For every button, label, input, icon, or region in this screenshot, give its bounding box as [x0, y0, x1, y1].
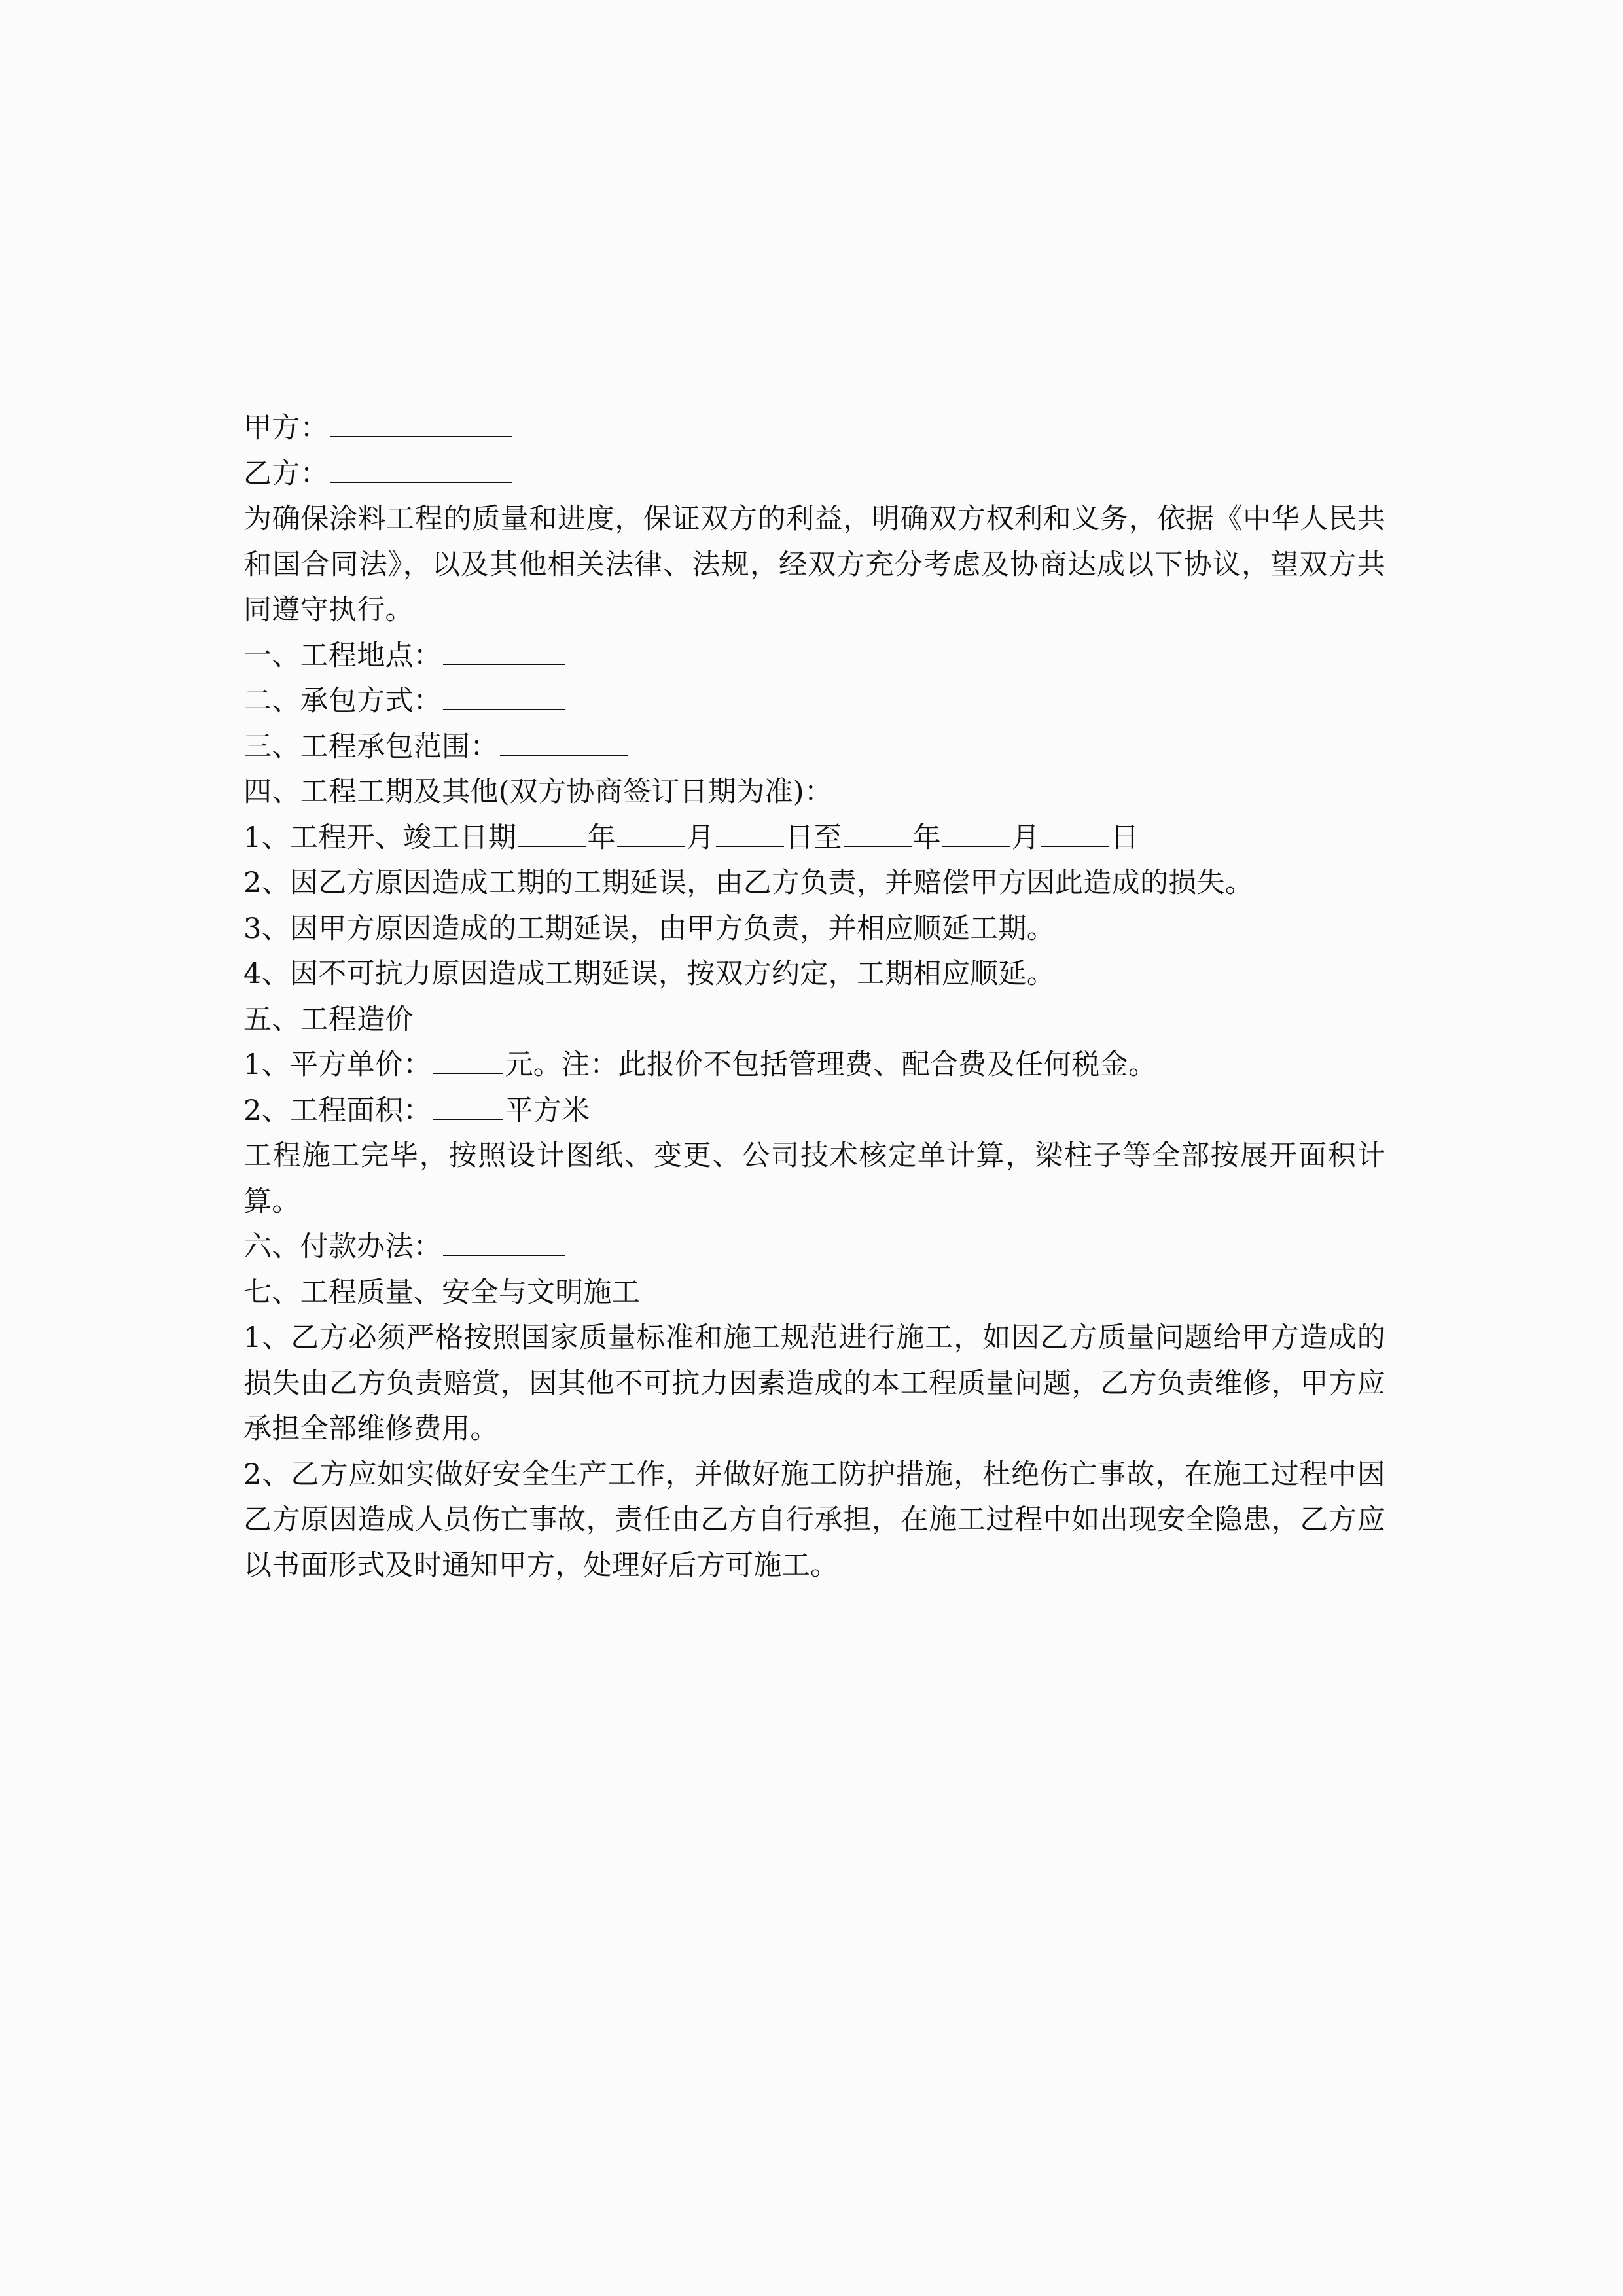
- section-4-item-4: 4、因不可抗力原因造成工期延误，按双方约定，工期相应顺延。: [243, 958, 1056, 990]
- section-2-label: 二、承包方式：: [243, 685, 442, 717]
- end-year-blank[interactable]: [844, 819, 912, 847]
- start-day-blank[interactable]: [716, 819, 784, 847]
- party-b-line: [243, 452, 1385, 497]
- section-7-item-2: 2、乙方应如实做好安全生产工作，并做好施工防护措施，杜绝伤亡事故，在施工过程中因乙方原因造成人员伤亡事故，责任由乙方自行承担，在施工过程中如出现安全隐患，乙方应以书面形式及时通知甲方，处理好后方可施工。: [243, 1458, 1385, 1582]
- section-5-item-2: [243, 1088, 1385, 1134]
- section-3-line: [243, 725, 1385, 770]
- section-6-label: 六、付款办法：: [243, 1230, 442, 1263]
- section-1-line: [243, 634, 1385, 679]
- section-5-item-1: [243, 1043, 1385, 1088]
- end-day-blank[interactable]: [1041, 819, 1109, 847]
- unit-price-note: 元。注：此报价不包括管理费、配合费及任何税金。: [505, 1049, 1157, 1081]
- end-month-unit: 月: [1011, 821, 1041, 854]
- start-month-blank[interactable]: [617, 819, 685, 847]
- section-1-blank[interactable]: [443, 637, 565, 665]
- section-4-item-2: 2、因乙方原因造成工期的工期延误，由乙方负责，并赔偿甲方因此造成的损失。: [243, 867, 1254, 899]
- section-6-blank[interactable]: [443, 1229, 565, 1256]
- preamble-paragraph: 为确保涂料工程的质量和进度，保证双方的利益，明确双方权利和义务，依据《中华人民共和国合同法》，以及其他相关法律、法规，经双方充分考虑及协商达成以下协议，望双方共同遵守执行。: [243, 503, 1385, 626]
- party-b-label: 乙方：: [243, 457, 329, 490]
- sec4-item1-text: 1、工程开、竣工日期: [243, 821, 517, 854]
- party-b-blank[interactable]: [330, 456, 512, 483]
- section-5-paragraph: 工程施工完毕，按照设计图纸、变更、公司技术核定单计算，梁柱子等全部按展开面积计算。: [243, 1139, 1385, 1218]
- end-year-unit: 年: [912, 821, 941, 854]
- area-blank[interactable]: [433, 1092, 503, 1120]
- end-month-blank[interactable]: [942, 819, 1010, 847]
- section-4-item-3: 3、因甲方原因造成的工期延误，由甲方负责，并相应顺延工期。: [243, 912, 1056, 945]
- unit-price-blank[interactable]: [433, 1047, 503, 1074]
- start-year-unit: 年: [587, 821, 616, 854]
- party-a-label: 甲方：: [243, 412, 329, 444]
- start-day-unit: 日至: [785, 821, 842, 854]
- section-1-label: 一、工程地点：: [243, 639, 442, 672]
- party-a-blank[interactable]: [330, 410, 512, 437]
- section-5-heading: 五、工程造价: [243, 1003, 414, 1036]
- start-month-unit: 月: [686, 821, 715, 854]
- area-unit: 平方米: [505, 1094, 590, 1127]
- section-7-heading: 七、工程质量、安全与文明施工: [243, 1276, 641, 1309]
- party-a-line: [243, 406, 1385, 452]
- section-3-label: 三、工程承包范围：: [243, 730, 499, 763]
- section-4-item-1: [243, 816, 1385, 861]
- section-7-item-1: 1、乙方必须严格按照国家质量标准和施工规范进行施工，如因乙方质量问题给甲方造成的损失由乙方负责赔赏，因其他不可抗力因素造成的本工程质量问题，乙方负责维修，甲方应承担全部维修费用。: [243, 1321, 1385, 1445]
- section-2-line: [243, 679, 1385, 725]
- area-label: 2、工程面积：: [243, 1094, 432, 1127]
- end-day-unit: 日: [1111, 821, 1139, 854]
- unit-price-label: 1、平方单价：: [243, 1049, 432, 1081]
- section-3-blank[interactable]: [500, 728, 628, 756]
- section-2-blank[interactable]: [443, 683, 565, 710]
- section-6-line: [243, 1225, 1385, 1270]
- section-4-heading: 四、工程工期及其他(双方协商签订日期为准)：: [243, 776, 833, 808]
- document-body: [243, 406, 1385, 1588]
- start-year-blank[interactable]: [518, 819, 586, 847]
